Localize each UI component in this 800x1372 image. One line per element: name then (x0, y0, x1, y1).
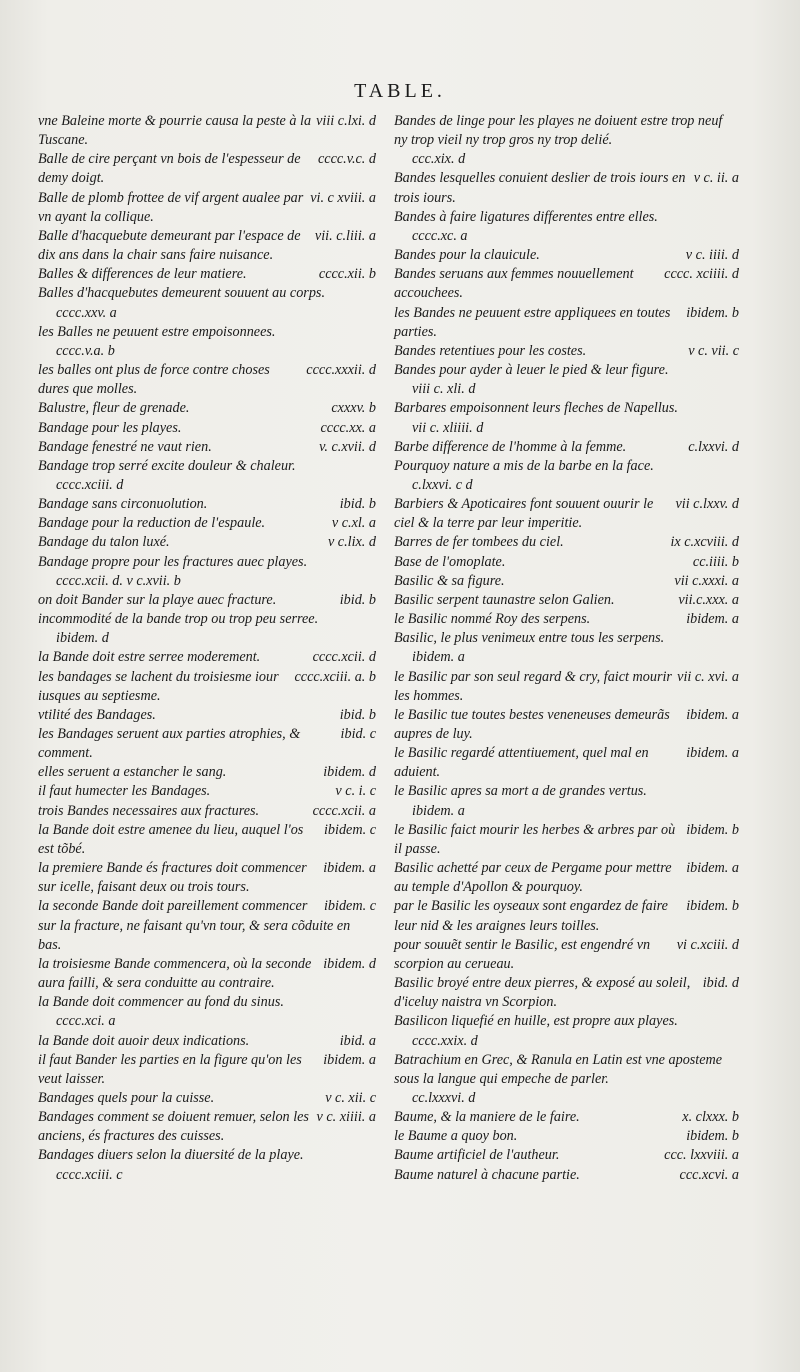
index-entry (38, 802, 376, 821)
index-entry-reference: viii c.lxi. d (316, 113, 376, 129)
index-entry (38, 112, 376, 150)
index-entry-reference: v c. xii. c (325, 1089, 376, 1106)
index-entry-reference: cccc.xxxii. d (306, 362, 376, 379)
index-entry (38, 399, 376, 418)
index-entry-text: les balles ont plus de force contre choses dures que molles. (38, 362, 270, 398)
index-entry (394, 361, 739, 399)
index-entry (38, 763, 376, 782)
index-entry-text: vne Baleine morte & pourrie causa la peste à la Tuscane. (38, 113, 312, 149)
index-entry-reference: v c. xiiii. a (316, 1109, 376, 1126)
index-entry (394, 897, 739, 935)
index-entry-reference: x. clxxx. b (682, 1109, 739, 1126)
index-entry (38, 591, 376, 610)
index-entry-reference: ccc.xix. d (412, 151, 466, 168)
index-entry-text: le Basilic faict mourir les herbes & arbres par où il passe. (394, 821, 676, 857)
index-entry-text: les Balles ne peuuent estre empoisonnees. (38, 323, 276, 340)
index-entry-reference: cccc. xciiii. d (664, 266, 739, 283)
index-entry-text: Basilic, le plus venimeux entre tous les serpens. (394, 630, 665, 647)
index-entry-text: la premiere Bande és fractures doit commencer sur icelle, faisant deux ou trois tours. (38, 860, 307, 896)
index-entry (38, 514, 376, 533)
index-entry (38, 1146, 376, 1184)
index-entry (38, 668, 376, 706)
index-entry-text: Bandage trop serré excite douleur & chaleur. (38, 457, 296, 474)
index-column-left (38, 112, 376, 1185)
index-entry-reference: vi. c xviii. a (310, 189, 376, 206)
index-entry (38, 323, 376, 361)
index-entry-reference: ibidem. d (56, 630, 109, 647)
index-entry (394, 1127, 739, 1146)
index-entry (38, 1089, 376, 1108)
index-entry-reference: ccc.xcvi. a (679, 1166, 739, 1183)
index-entry-reference: ix c.xcviii. d (670, 534, 739, 551)
index-entry-reference: ibidem. d (323, 764, 376, 781)
index-entry-text: Balles d'hacquebutes demeurent souuent au corps. (38, 285, 325, 302)
index-entry-reference: v c. iiii. d (685, 247, 739, 264)
index-entry (38, 419, 376, 438)
index-entry-reference: ibidem. a (323, 1051, 376, 1068)
index-entry-reference: v c.xl. a (331, 515, 376, 532)
index-entry-text: Basilic serpent taunastre selon Galien. (394, 591, 615, 608)
index-entry-reference: cccc.v.c. d (317, 151, 376, 168)
index-entry (38, 227, 376, 265)
index-entry-text: Bandage pour les playes. (38, 419, 182, 436)
index-entry-reference: v c. i. c (335, 783, 376, 800)
index-entry-text: Basilic & sa figure. (394, 572, 505, 589)
index-entry-text: Bandage fenestré ne vaut rien. (38, 438, 212, 455)
index-entry-reference: ibidem. a (686, 611, 739, 628)
index-entry-reference: ibidem. c (323, 821, 376, 838)
index-entry-text: Balle de plomb frottee de vif argent aualee par vn ayant la collique. (38, 189, 304, 225)
index-entry (394, 706, 739, 744)
index-entry-reference: ibid. a (339, 1032, 376, 1049)
index-entry-reference: ibidem. b (686, 898, 739, 915)
index-entry (394, 782, 739, 820)
index-entry-reference: ibidem. a (686, 745, 739, 762)
index-entry (38, 648, 376, 667)
index-entry-reference: ibidem. b (686, 304, 739, 321)
index-entry-reference: cccc.xcii. d. v c.xvii. b (56, 572, 181, 589)
index-entry (38, 457, 376, 495)
index-entry (38, 821, 376, 859)
index-entry-text: Bandes retentiues pour les costes. (394, 342, 587, 359)
index-entry-text: Baume artificiel de l'autheur. (394, 1147, 560, 1164)
index-entry-reference: cc.lxxxvi. d (412, 1089, 476, 1106)
index-entry (38, 706, 376, 725)
index-entry-reference: ibid. b (339, 496, 376, 513)
index-entry-reference: ibidem. a (323, 860, 376, 877)
index-entry-text: Barbiers & Apoticaires font souuent ouurir le ciel & la terre par leur imperitie. (394, 496, 654, 532)
page-header: TABLE. (354, 80, 446, 102)
index-entry-text: les Bandages seruent aux parties atrophies, & comment. (38, 726, 301, 762)
index-entry-text: Bandes à faire ligatures differentes entre elles. (394, 208, 658, 225)
index-entry (394, 169, 739, 207)
index-entry-text: les Bandes ne peuuent estre appliquees en toutes parties. (394, 304, 671, 340)
index-entry-reference: ibidem. a (686, 860, 739, 877)
index-entry (394, 1051, 739, 1108)
index-entry-text: il faut Bander les parties en la figure qu'on les veut laisser. (38, 1051, 302, 1087)
index-entry (394, 1166, 739, 1185)
index-entry-text: Bandes de linge pour les playes ne doiuent estre trop neuf ny trop vieil ny trop gros ny trop delié. (394, 113, 723, 149)
index-entry-text: Barres de fer tombees du ciel. (394, 534, 564, 551)
index-entry-text: elles seruent a estancher le sang. (38, 764, 227, 781)
index-entry-reference: v c. ii. a (693, 170, 739, 187)
index-entry (38, 1032, 376, 1051)
index-entry (394, 610, 739, 629)
index-entry-text: Bandage pour la reduction de l'espaule. (38, 515, 266, 532)
index-entry-text: Pourquoy nature a mis de la barbe en la face. (394, 457, 654, 474)
index-entry-text: on doit Bander sur la playe auec fracture. (38, 591, 277, 608)
index-entry (38, 897, 376, 954)
index-entry-reference: ibid. d (702, 975, 739, 992)
index-entry-text: Balles & differences de leur matiere. (38, 266, 247, 283)
index-entry-text: le Basilic tue toutes bestes veneneuses demeurãs aupres de luy. (394, 706, 670, 742)
index-entry-reference: ibidem. d (323, 955, 376, 972)
index-entry-text: Basilicon liquefié en huille, est propre aux playes. (394, 1013, 678, 1030)
index-entry-reference: ibidem. c (323, 898, 376, 915)
index-entry-text: pour souuẽt sentir le Basilic, est engendré vn scorpion au cerueau. (394, 936, 651, 972)
index-entry (394, 342, 739, 361)
index-entry (394, 208, 739, 246)
index-entry (38, 438, 376, 457)
index-entry (38, 495, 376, 514)
index-entry-text: il faut humecter les Bandages. (38, 783, 211, 800)
index-entry (38, 610, 376, 648)
index-entry-reference: cccc.xc. a (412, 227, 468, 244)
index-entry (394, 399, 739, 437)
index-entry (394, 495, 739, 533)
index-entry-reference: v c.lix. d (327, 534, 376, 551)
index-entry-reference: cccc.v.a. b (56, 342, 115, 359)
index-entry-text: Bandages diuers selon la diuersité de la playe. (38, 1147, 304, 1164)
index-entry (394, 629, 739, 667)
index-entry-text: Bandages quels pour la cuisse. (38, 1089, 215, 1106)
index-entry-text: vtilité des Bandages. (38, 706, 156, 723)
index-entry-text: Barbares empoisonnent leurs fleches de Napellus. (394, 400, 678, 417)
index-entry (38, 284, 376, 322)
index-entry-reference: ibidem. a (686, 706, 739, 723)
index-entry-text: Balle d'hacquebute demeurant par l'espace de dix ans dans la chair sans faire nuisance. (38, 227, 301, 264)
index-entry (38, 859, 376, 897)
index-entry-text: Bandage propre pour les fractures auec playes. (38, 553, 308, 570)
index-entry-text: Base de l'omoplate. (394, 553, 506, 570)
index-entry (394, 572, 739, 591)
index-entry-text: par le Basilic les oyseaux sont engardez de faire leur nid & les araignes leurs toilles. (394, 898, 668, 934)
index-entry-reference: cc.iiii. b (692, 553, 739, 570)
index-entry (394, 591, 739, 610)
index-entry (394, 533, 739, 552)
index-entry (38, 955, 376, 993)
index-entry (394, 668, 739, 706)
index-entry-reference: cccc.xcii. d (312, 649, 376, 666)
index-entry-text: Bandage sans circonuolution. (38, 496, 208, 513)
index-entry (394, 304, 739, 342)
index-entry (394, 1146, 739, 1165)
index-entry (394, 1108, 739, 1127)
index-entry-reference: cccc.xci. a (56, 1013, 116, 1030)
index-entry-text: la Bande doit auoir deux indications. (38, 1032, 250, 1049)
index-entry-reference: cccc.xcii. a (312, 802, 376, 819)
index-column-right (394, 112, 739, 1185)
index-entry (394, 974, 739, 1012)
index-entry-reference: vii c. xvi. a (677, 668, 739, 685)
index-entry-reference: ccc. lxxviii. a (664, 1147, 739, 1164)
index-entry-reference: cccc.xciii. c (56, 1166, 123, 1183)
index-entry (38, 189, 376, 227)
index-entry-text: Baume, & la maniere de le faire. (394, 1109, 580, 1126)
index-entry (394, 821, 739, 859)
index-entry-text: Balle de cire perçant vn bois de l'espesseur de demy doigt. (38, 151, 301, 187)
index-entry-text: la seconde Bande doit pareillement commencer sur la fracture, ne faisant qu'vn tour, & sera cõduite en bas. (38, 898, 351, 953)
index-entry (394, 246, 739, 265)
index-entry-reference: cccc.xciii. a. b (294, 668, 376, 685)
index-entry-reference: ibidem. b (686, 821, 739, 838)
index-entry-text: Baume naturel à chacune partie. (394, 1166, 580, 1183)
index-entry (38, 1108, 376, 1146)
index-entry-reference: cccc.xxv. a (56, 304, 117, 321)
index-entry-reference: ibidem. a (412, 649, 465, 666)
index-entry (394, 553, 739, 572)
index-entry-text: le Baume a quoy bon. (394, 1128, 518, 1145)
index-entry-reference: cccc.xii. b (318, 266, 376, 283)
index-entry (38, 725, 376, 763)
index-entry-reference: ibidem. b (686, 1128, 739, 1145)
index-entry (38, 150, 376, 188)
index-entry-text: la troisiesme Bande commencera, où la seconde aura failli, & sera conduitte au contraire. (38, 955, 312, 992)
index-entry-reference: cccc.xxix. d (412, 1032, 478, 1049)
index-entry-reference: ibid. b (339, 591, 376, 608)
index-entry-text: Bandes pour ayder à leuer le pied & leur figure. (394, 362, 669, 379)
index-entry (394, 112, 739, 169)
index-entry (38, 533, 376, 552)
index-entry-reference: vii c. xliiii. d (412, 419, 484, 436)
index-entry-text: les bandages se lachent du troisiesme iour iusques au septiesme. (38, 668, 279, 704)
index-entry-text: la Bande doit estre serree moderement. (38, 649, 261, 666)
index-entry-text: Bandages comment se doiuent remuer, selon les anciens, és fractures des cuisses. (38, 1109, 309, 1145)
index-entry-reference: c.lxxvi. d (688, 438, 739, 455)
index-entry-reference: vii. c.liii. a (314, 227, 376, 244)
index-entry-text: Bandes pour la clauicule. (394, 247, 540, 264)
index-entry (394, 744, 739, 782)
index-entry-text: Basilic broyé entre deux pierres, & exposé au soleil, d'iceluy naistra vn Scorpion. (394, 975, 691, 1011)
index-entry-text: Batrachium en Grec, & Ranula en Latin est vne aposteme sous la langue qui empeche de parler. (394, 1051, 723, 1087)
index-entry (394, 438, 739, 457)
index-entry-text: Bandes seruans aux femmes nouuellement accouchees. (394, 266, 634, 302)
index-entry-reference: v. c.xvii. d (319, 438, 376, 455)
index-entry (394, 457, 739, 495)
index-entry-text: le Basilic par son seul regard & cry, faict mourir les hommes. (394, 668, 672, 704)
index-entry-text: le Basilic regardé attentiuement, quel mal en aduient. (394, 745, 649, 781)
index-entry-reference: vii c.xxxi. a (674, 572, 739, 589)
index-entry (38, 553, 376, 591)
index-entry-text: Basilic achetté par ceux de Pergame pour mettre au temple d'Apollon & pourquoy. (394, 860, 672, 896)
index-entry-text: la Bande doit commencer au fond du sinus. (38, 994, 284, 1011)
index-entry-text: incommodité de la bande trop ou trop peu serree. (38, 611, 319, 628)
index-entry (38, 265, 376, 284)
index-entry (38, 993, 376, 1031)
index-entry-text: le Basilic nommé Roy des serpens. (394, 611, 591, 628)
index-entry-reference: viii c. xli. d (412, 381, 476, 398)
index-entry (38, 1051, 376, 1089)
index-entry-reference: ibid. b (339, 706, 376, 723)
index-entry-reference: v c. vii. c (688, 342, 739, 359)
index-entry (38, 361, 376, 399)
index-entry (394, 265, 739, 303)
index-entry-reference: vi c.xciii. d (676, 936, 739, 953)
index-entry-reference: vii.c.xxx. a (678, 591, 739, 608)
index-entry-reference: cccc.xciii. d (56, 476, 124, 493)
index-entry-reference: cxxxv. b (331, 400, 376, 417)
index-entry-text: la Bande doit estre amenee du lieu, auquel l'os est tõbé. (38, 821, 304, 857)
index-entry-text: Barbe difference de l'homme à la femme. (394, 438, 627, 455)
index-entry-reference: ibid. c (340, 726, 376, 742)
index-entry-reference: vii c.lxxv. d (675, 496, 739, 513)
index-entry-text: trois Bandes necessaires aux fractures. (38, 802, 260, 819)
index-entry (394, 1012, 739, 1050)
index-entry-text: Bandes lesquelles conuient deslier de trois iours en trois iours. (394, 170, 686, 206)
index-entry-text: Balustre, fleur de grenade. (38, 400, 190, 417)
index-entry (394, 936, 739, 974)
index-entry-text: le Basilic apres sa mort a de grandes vertus. (394, 783, 647, 800)
index-entry-reference: ibidem. a (412, 802, 465, 819)
index-entry (394, 859, 739, 897)
index-entry-text: Bandage du talon luxé. (38, 534, 170, 551)
index-entry (38, 782, 376, 801)
index-entry-reference: cccc.xx. a (320, 419, 376, 436)
index-entry-reference: c.lxxvi. c d (412, 476, 473, 493)
